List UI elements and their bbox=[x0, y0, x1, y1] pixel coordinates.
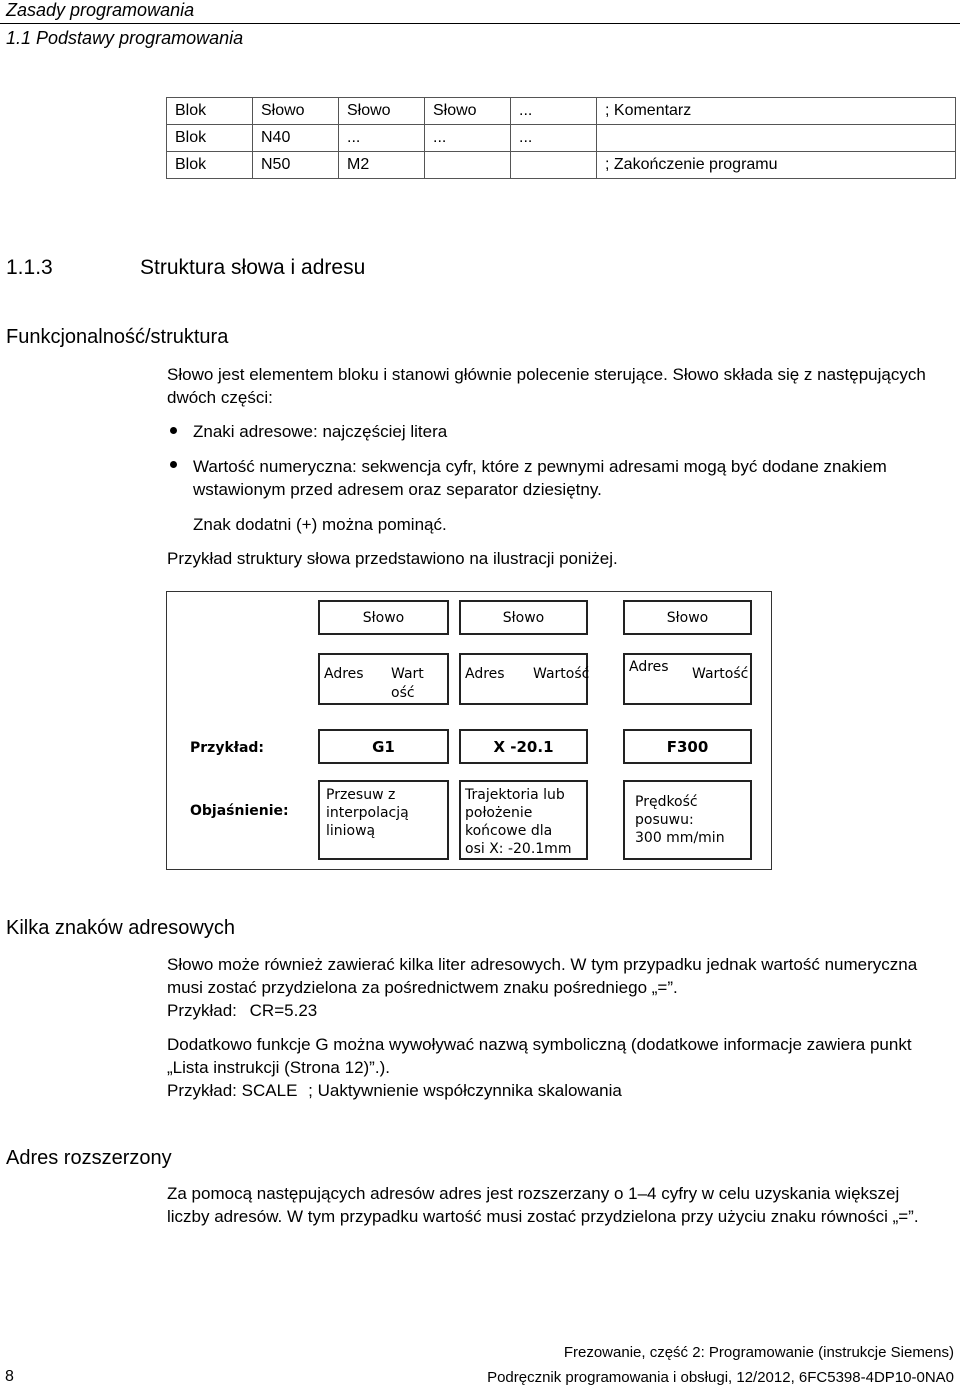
example-value: SCALE bbox=[241, 1081, 298, 1100]
table-row bbox=[167, 152, 956, 179]
example-row-label: Przykład: bbox=[190, 740, 265, 756]
word-box: Słowo bbox=[318, 600, 449, 635]
table-cell: Słowo bbox=[253, 98, 339, 125]
section-number: 1.1.3 bbox=[6, 256, 53, 279]
table-cell bbox=[511, 152, 597, 179]
explanation-line: interpolacją bbox=[326, 805, 409, 821]
address-value-box bbox=[459, 653, 588, 705]
explanation-line: położenie bbox=[465, 805, 533, 821]
value-label: Wartość bbox=[692, 666, 749, 682]
table-cell: ... bbox=[511, 98, 597, 125]
table-cell bbox=[425, 152, 511, 179]
explanation-line: końcowe dla bbox=[465, 823, 553, 839]
explanation-line: Prędkość bbox=[635, 794, 698, 810]
running-header-section: 1.1 Podstawy programowania bbox=[6, 28, 244, 48]
explanation-line: osi X: -20.1mm bbox=[465, 841, 572, 857]
table-cell: Blok bbox=[167, 152, 253, 179]
value-label-line1: Wart bbox=[391, 666, 424, 682]
plus-sign-note: Znak dodatni (+) można pominąć. bbox=[193, 515, 447, 534]
table-row bbox=[167, 125, 956, 152]
address-label: Adres bbox=[629, 659, 669, 675]
bullet-icon bbox=[170, 461, 177, 468]
table-cell: M2 bbox=[339, 152, 425, 179]
multiple-address-text: Słowo może również zawierać kilka liter adresowych. W tym przypadku jednak wartość numeryczna musi zostać przydzielona za pośrednictwem znaku pośredniego „=”. bbox=[167, 955, 918, 997]
bullet-address-characters bbox=[193, 420, 933, 443]
symbolic-g-function-text: Dodatkowo funkcje G można wywoływać nazwą symboliczną (dodatkowe informacje zawiera punkt „Lista instrukcji (Strona 12)”.). bbox=[167, 1035, 912, 1077]
functionality-intro: Słowo jest elementem bloku i stanowi głównie polecenie sterujące. Słowo składa się z następujących dwóch części: bbox=[167, 365, 926, 407]
table-cell: Blok bbox=[167, 125, 253, 152]
table-cell: Słowo bbox=[339, 98, 425, 125]
example-box: G1 bbox=[318, 729, 449, 764]
multiple-address-example bbox=[167, 999, 317, 1022]
value-label: Wartość bbox=[533, 666, 590, 682]
value-label-line2: ość bbox=[391, 685, 415, 701]
table-cell: ... bbox=[425, 125, 511, 152]
subsection-heading-functionality: Funkcjonalność/struktura bbox=[6, 326, 229, 348]
address-value-box bbox=[318, 653, 449, 705]
bullet-icon bbox=[170, 427, 177, 434]
table-cell: ... bbox=[339, 125, 425, 152]
symbolic-g-function-example bbox=[167, 1079, 622, 1102]
bullet-term: Znaki adresowe bbox=[193, 422, 314, 441]
extended-address-text: Za pomocą następujących adresów adres jest rozszerzany o 1–4 cyfry w celu uzyskania większej liczby adresów. W tym przypadku wartość musi zostać przydzielona przy użyciu znaku równości „=”. bbox=[167, 1184, 919, 1226]
word-box: Słowo bbox=[459, 600, 588, 635]
table-cell bbox=[597, 125, 956, 152]
example-label: Przykład: bbox=[167, 1081, 237, 1100]
subsection-heading-extended-address: Adres rozszerzony bbox=[6, 1147, 172, 1169]
table-cell: N50 bbox=[253, 152, 339, 179]
explanation-line: Przesuw z bbox=[326, 787, 396, 803]
table-cell: ; Zakończenie programu bbox=[597, 152, 956, 179]
running-header-chapter: Zasady programowania bbox=[6, 0, 195, 20]
address-value-box bbox=[623, 653, 752, 705]
table-cell: ; Komentarz bbox=[597, 98, 956, 125]
example-comment: ; Uaktywnienie współczynnika skalowania bbox=[308, 1081, 622, 1100]
bullet-numeric-value bbox=[193, 455, 923, 501]
table-cell: Słowo bbox=[425, 98, 511, 125]
example-box: X -20.1 bbox=[459, 729, 588, 764]
block-structure-table bbox=[166, 97, 956, 179]
word-structure-figure bbox=[166, 591, 772, 870]
explanation-box bbox=[459, 780, 588, 860]
footer-manual-info: Podręcznik programowania i obsługi, 12/2012, 6FC5398-4DP10-0NA0 bbox=[487, 1369, 954, 1386]
example-label: Przykład: bbox=[167, 1001, 237, 1020]
explanation-box bbox=[318, 780, 449, 860]
explanation-line: posuwu: bbox=[635, 812, 694, 828]
figure-caption: Przykład struktury słowa przedstawiono na ilustracji poniżej. bbox=[167, 549, 618, 568]
footer-title: Frezowanie, część 2: Programowanie (instrukcje Siemens) bbox=[563, 1344, 954, 1361]
subsection-heading-multiple-address: Kilka znaków adresowych bbox=[6, 917, 235, 939]
table-row bbox=[167, 98, 956, 125]
address-label: Adres bbox=[324, 666, 364, 682]
address-label: Adres bbox=[465, 666, 505, 682]
bullet-text: : sekwencja cyfr, które z pewnymi adresami mogą być dodane znakiem wstawionym przed adresem oraz separator dziesiętny. bbox=[193, 457, 887, 499]
table-cell: N40 bbox=[253, 125, 339, 152]
explanation-line: Trajektoria lub bbox=[465, 787, 565, 803]
table-cell: ... bbox=[511, 125, 597, 152]
word-box: Słowo bbox=[623, 600, 752, 635]
example-box: F300 bbox=[623, 729, 752, 764]
section-title: Struktura słowa i adresu bbox=[140, 256, 366, 279]
example-value: CR=5.23 bbox=[249, 1001, 318, 1020]
bullet-text: : najczęściej litera bbox=[313, 422, 448, 441]
explanation-line: liniową bbox=[326, 823, 376, 839]
bullet-term: Wartość numeryczna bbox=[193, 457, 353, 476]
explanation-box bbox=[623, 780, 752, 860]
table-cell: Blok bbox=[167, 98, 253, 125]
explanation-line: 300 mm/min bbox=[635, 830, 725, 846]
header-divider bbox=[0, 23, 960, 24]
page-number: 8 bbox=[5, 1368, 14, 1385]
explanation-row-label: Objaśnienie: bbox=[190, 803, 289, 819]
